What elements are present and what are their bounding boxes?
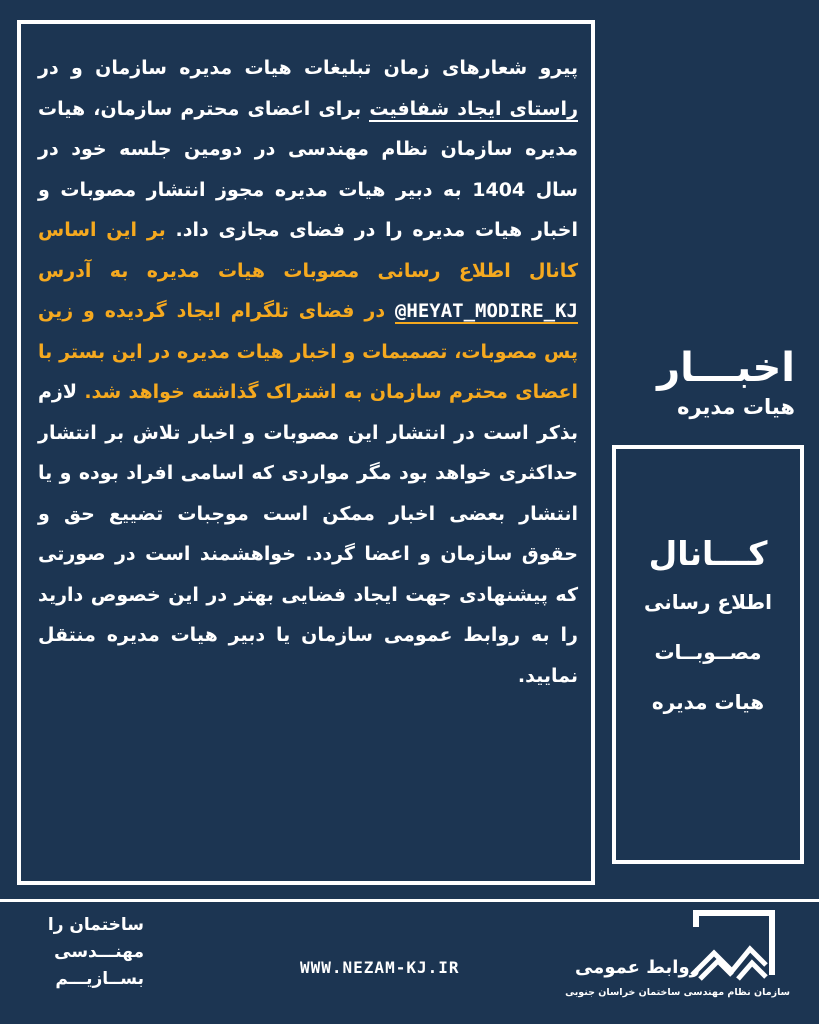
organization-logo [565, 905, 800, 1015]
channel-line-2: مصــوبــات [654, 640, 762, 664]
building-roof-logo-icon [688, 905, 780, 983]
announcement-text [38, 48, 578, 696]
footer-slogan [18, 912, 144, 993]
channel-line-1: اطلاع رسانی [644, 590, 772, 614]
slogan-line-2: مهنـــدسی [54, 942, 144, 962]
telegram-channel-link[interactable]: @HEYAT_MODIRE_KJ [394, 300, 578, 322]
text-intro: پیرو شعارهای زمان تبلیغات هیات مدیره سازمان و در [38, 57, 578, 79]
text-channel-details: در فضای تلگرام ایجاد گردیده و زین پس مصوبات، تصمیمات و اخبار هیات مدیره در این بستر با اعضای محترم سازمان به اشتراک گذاشته خواهد شد. [38, 300, 578, 403]
slogan-line-3: بســازیـــم [55, 969, 144, 989]
channel-box [612, 445, 804, 864]
text-decision: برای اعضای محترم سازمان، هیات مدیره سازمان نظام مهندسی در دومین جلسه خود در سال 1404 به دبیر هیات مدیره مجوز انتشار مصوبات و اخبار هیات مدیره را در فضای مجازی داد. [38, 97, 578, 241]
slogan-line-1: ساختمان را [47, 915, 144, 935]
text-notes: لازم بذکر است در انتشار این مصوبات و اخبار تلاش بر انتشار حداکثری خواهد بود مگر مواردی که اسامی افراد بوده و یا انتشار بعضی اخبار ممکن است موجبات تضییع حق و حقوق سازمان و اعضا گردد. خواهشمند است در صورتی که پیشنهادی جهت ایجاد فضایی بهتر در این خصوص دارید را به روابط عمومی سازمان یا دبیر هیات مدیره منتقل نمایید. [38, 381, 578, 687]
channel-text [626, 531, 790, 727]
logo-title: روابط عمومی [574, 957, 700, 978]
news-heading [605, 344, 795, 422]
footer-divider [0, 899, 819, 902]
channel-line-3: هیات مدیره [651, 690, 765, 714]
channel-heading: کـــانال [648, 534, 768, 573]
website-link[interactable]: WWW.NEZAM-KJ.IR [300, 958, 460, 977]
logo-subtitle: سازمان نظام مهندسی ساختمان خراسان جنوبی [565, 987, 790, 998]
news-heading-big: اخبـــار [657, 345, 795, 391]
text-transparency: راستای ایجاد شفافیت [369, 97, 579, 120]
text-channel-intro: بر این اساس کانال اطلاع رسانی مصوبات هیات مدیره به آدرس [38, 219, 578, 282]
news-heading-sub: هیات مدیره [677, 395, 795, 419]
